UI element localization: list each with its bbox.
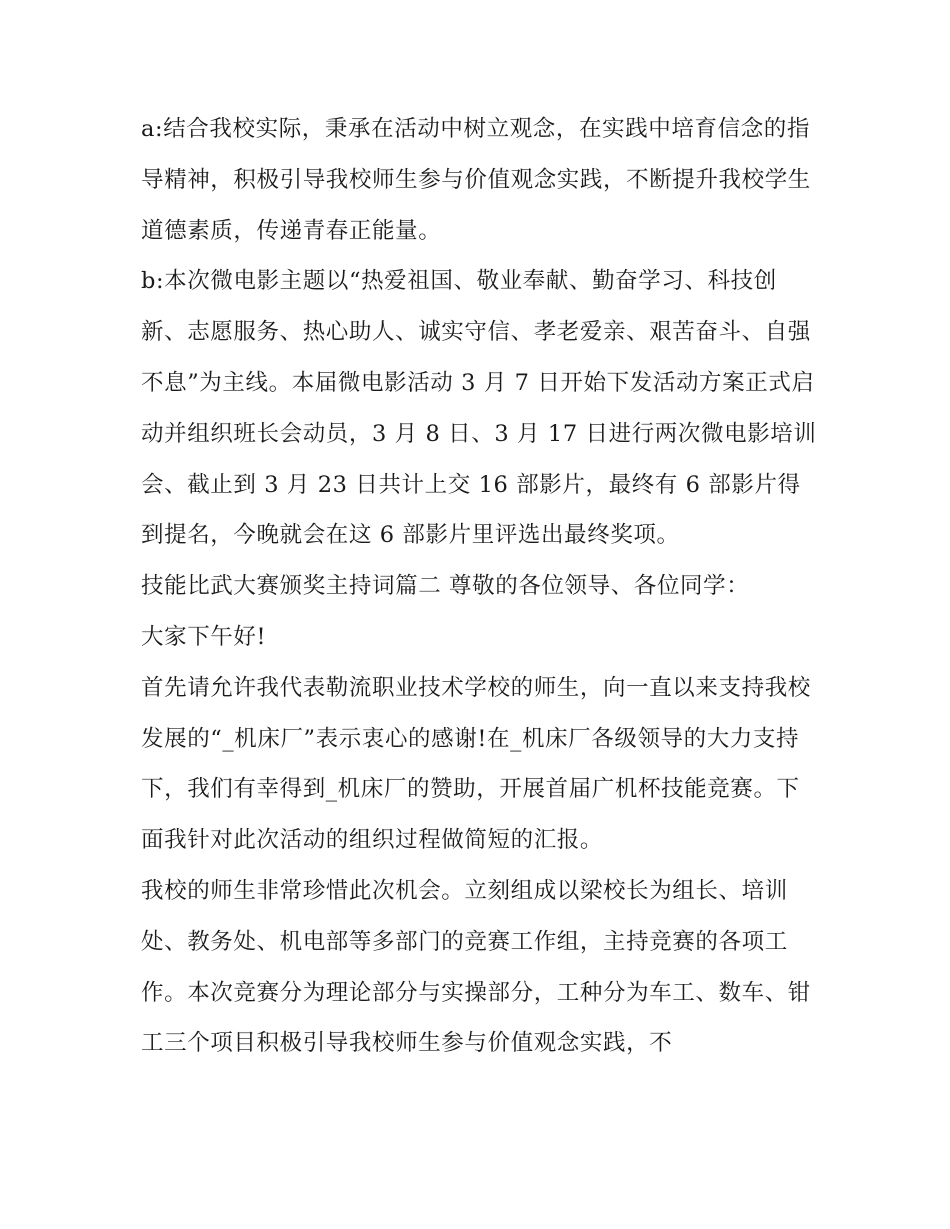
paragraph-organization: 我校的师生非常珍惜此次机会。立刻组成以梁校长为组长、培训处、教务处、机电部等多部门的竞赛工作组，主持竞赛的各项工作。本次竞赛分为理论部分与实操部分，工种分为车工、数车、钳工三个项目积极引导我校师生参与价值观念实践，不	[141, 877, 811, 1057]
paragraph-thanks: 首先请允许我代表勒流职业技术学校的师生，向一直以来支持我校发展的“_机床厂”表示衷心的感谢!在_机床厂各级领导的大力支持下，我们有幸得到_机床厂的赞助，开展首届广机杯技能竞赛。下面我针对此次活动的组织过程做简短的汇报。	[141, 674, 811, 854]
paragraph-heading: 技能比武大赛颁奖主持词篇二 尊敬的各位领导、各位同学：	[141, 573, 750, 600]
paragraph-goal: a:结合我校实际，秉承在活动中树立观念，在实践中培育信念的指导精神，积极引导我校师生参与价值观念实践，不断提升我校学生道德素质，传递青春正能量。	[141, 116, 811, 244]
paragraph-greeting: 大家下午好!	[141, 623, 267, 650]
document-body	[141, 104, 821, 1069]
paragraph-theme: b:本次微电影主题以“热爱祖国、敬业奉献、勤奋学习、科技创新、志愿服务、热心助人、诚实守信、孝老爱亲、艰苦奋斗、自强不息”为主线。本届微电影活动 3 月 7 日开始下发活动方案正式启动并组织班长会动员，3 月 8 日、3 月 17 日进行两次微电影培训会、截止到 3 月 23 日共计上交 16 部影片，最终有 6 部影片得到提名，今晚就会在这 6 部影片里评选出最终奖项。	[141, 268, 817, 549]
